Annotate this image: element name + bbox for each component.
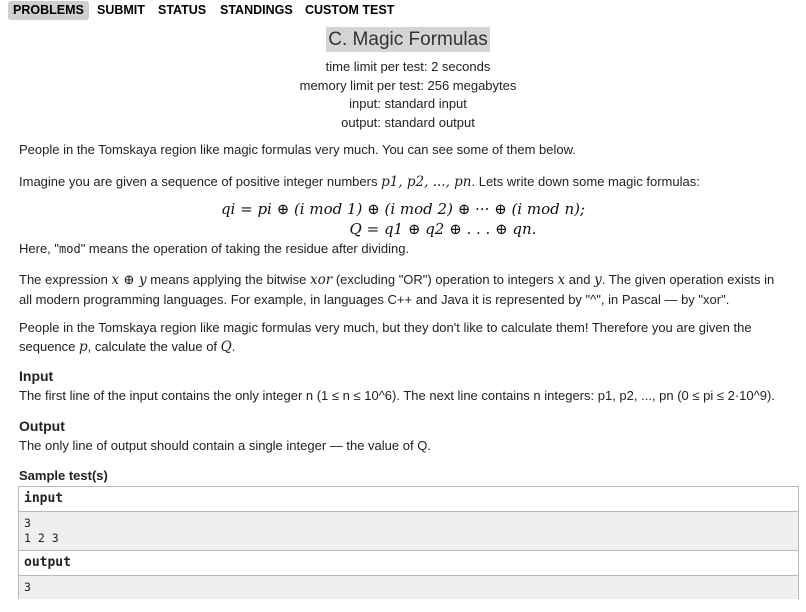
problem-limits (0, 58, 806, 132)
input-spec-text: The first line of the input contains the only integer n (1 ≤ n ≤ 10^6). The next line contains n integers: p1, p2, ..., pn (0 ≤ pi ≤ 2·10^9). (19, 388, 775, 403)
p4-and: and (568, 272, 591, 287)
p3-b: " means the operation of taking the residue after dividing. (80, 241, 410, 256)
p4-a: The expression (19, 272, 108, 287)
xor-expression: x ⊕ y (111, 272, 147, 288)
input-source: input: standard input (349, 96, 467, 111)
p5-a: People in the Tomskaya region like magic formulas very much, but they don't like to calculate them! Therefore you are given the sequence (19, 320, 752, 354)
sample-input-body (19, 512, 798, 551)
problem-title-wrap (0, 27, 806, 52)
sample-output-label: output (19, 551, 798, 576)
p2-text: Imagine you are given a sequence of positive integer numbers (19, 174, 378, 189)
input-heading: Input (19, 368, 54, 384)
mod-code: mod (59, 242, 81, 256)
sample-output-body (19, 576, 798, 599)
p4-d: . The given operation exists in all modern programming languages. For example, in languages C++ and Java it is represented by "^", in Pascal — by "xor". (19, 272, 775, 307)
statement-paragraph-1: People in the Tomskaya region like magic formulas very much. You can see some of them below. (19, 142, 576, 157)
nav-custom-test[interactable]: CUSTOM TEST (305, 3, 395, 17)
formula-Q: Q = q1 ⊕ q2 ⊕ . . . ⊕ qn. (349, 220, 537, 238)
var-x: x (557, 272, 566, 288)
p5-end: . (231, 339, 236, 354)
sample-input-label: input (19, 487, 798, 512)
p2-end: . Lets write down some magic formulas: (471, 174, 700, 189)
sequence-math: p1, p2, ..., pn (381, 174, 472, 190)
sample-tests-heading: Sample test(s) (19, 468, 108, 483)
nav-status[interactable]: STATUS (158, 3, 207, 17)
nav-submit[interactable]: SUBMIT (97, 3, 145, 17)
formula-q-i: qi = pi ⊕ (i mod 1) ⊕ (i mod 2) ⊕ ··· ⊕ (i mod n); (220, 200, 586, 218)
var-y: y (594, 272, 602, 288)
xor-word: xor (310, 272, 333, 288)
p3-a: Here, " (19, 241, 60, 256)
memory-limit: memory limit per test: 256 megabytes (299, 77, 517, 93)
time-limit: time limit per test: 2 seconds (325, 59, 491, 74)
sample-input-line-1: 3 (24, 516, 31, 530)
output-spec-text: The only line of output should contain a single integer — the value of Q. (19, 438, 431, 453)
statement-paragraph-3 (19, 239, 789, 259)
sample-output-line-1: 3 (24, 580, 31, 594)
statement-paragraph-5 (19, 318, 789, 357)
p4-b: means applying the bitwise (150, 272, 307, 287)
p5-b: , calculate the value of (87, 339, 218, 354)
sample-input-line-2: 1 2 3 (24, 531, 59, 545)
nav-problems[interactable]: PROBLEMS (8, 1, 89, 20)
statement-paragraph-2 (19, 172, 789, 192)
sample-test-box (18, 486, 799, 599)
problem-title: C. Magic Formulas (328, 29, 488, 50)
output-target: output: standard output (341, 114, 475, 130)
var-p: p (79, 339, 88, 355)
p4-c: (excluding "OR") operation to integers (335, 272, 554, 287)
nav-standings[interactable]: STANDINGS (220, 3, 293, 17)
statement-paragraph-4 (19, 270, 789, 309)
var-Q: Q (220, 339, 232, 355)
output-heading: Output (19, 418, 65, 434)
